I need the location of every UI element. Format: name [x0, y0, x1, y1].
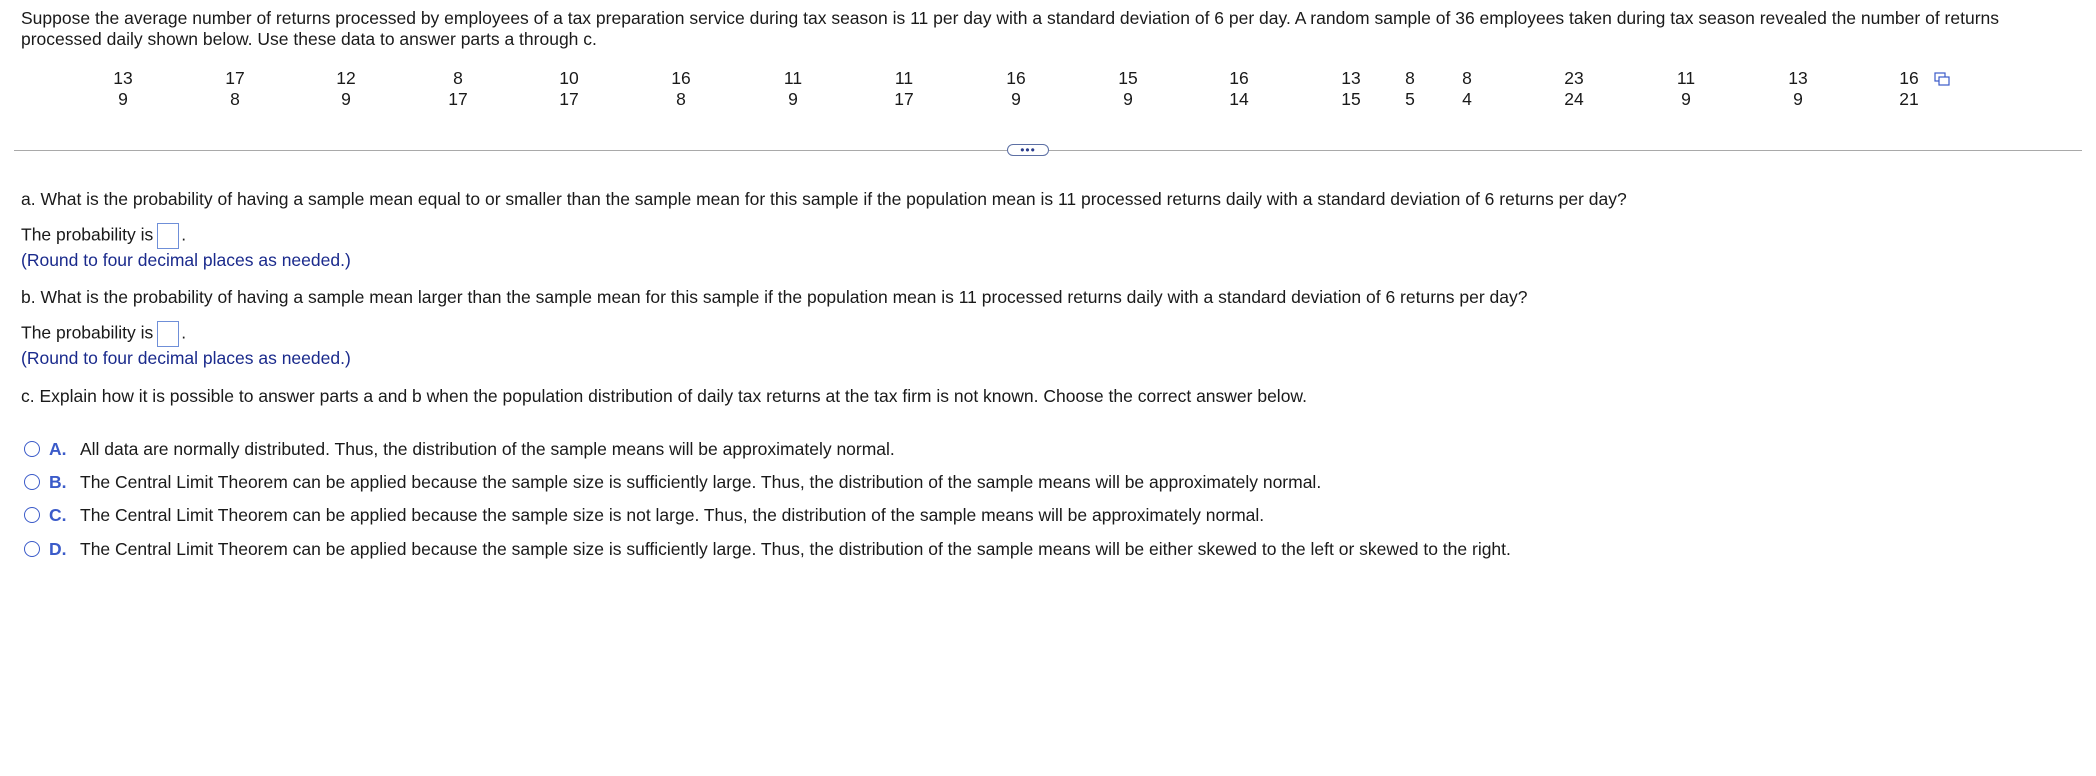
data-column: 12 9: [336, 68, 356, 109]
data-column: 11 17: [894, 68, 914, 109]
choice-c-letter: C.: [49, 505, 67, 525]
part-c-question: c. Explain how it is possible to answer parts a and b when the population distribution of daily tax returns at the tax firm is not known. Choose the correct answer below.: [21, 386, 1307, 406]
data-column: 13 9: [113, 68, 133, 109]
part-b-answer-line: [21, 321, 186, 347]
part-b-question: b. What is the probability of having a sample mean larger than the sample mean for this sample if the population mean is 11 processed returns daily with a standard deviation of 6 returns per day?: [21, 287, 1528, 307]
choice-c-text: The Central Limit Theorem can be applied because the sample size is not large. Thus, the distribution of the sample means will be approximately normal.: [80, 505, 1265, 525]
part-b-answer-prefix: The probability is: [21, 322, 154, 343]
radio-d[interactable]: [24, 541, 40, 557]
radio-a[interactable]: [24, 441, 40, 457]
expand-button[interactable]: •••: [1007, 144, 1049, 156]
choice-b-text: The Central Limit Theorem can be applied because the sample size is sufficiently large. Thus, the distribution of the sample means will be approximately normal.: [80, 472, 1322, 492]
data-column: 8 17: [448, 68, 468, 109]
data-column: 15 9: [1118, 68, 1138, 109]
data-column: 13 15: [1341, 68, 1361, 109]
radio-b[interactable]: [24, 474, 40, 490]
data-column: 23 24: [1564, 68, 1584, 109]
part-a-answer-prefix: The probability is: [21, 224, 154, 245]
part-a-hint: (Round to four decimal places as needed.): [21, 250, 351, 270]
choice-a-letter: A.: [49, 439, 67, 459]
choice-d-text: The Central Limit Theorem can be applied because the sample size is sufficiently large. Thus, the distribution of the sample means will be either skewed to the left or skewed to the right.: [80, 539, 1511, 559]
radio-c[interactable]: [24, 507, 40, 523]
data-column: 11 9: [783, 68, 803, 109]
part-a-answer-input[interactable]: [157, 223, 179, 249]
data-column: 16 8: [671, 68, 691, 109]
part-b-answer-input[interactable]: [157, 321, 179, 347]
data-column: 11 9: [1676, 68, 1696, 109]
part-a-answer-line: [21, 223, 186, 249]
part-a-answer-suffix: .: [181, 224, 187, 245]
data-column: 10 17: [559, 68, 579, 109]
choice-b-letter: B.: [49, 472, 67, 492]
part-b-answer-suffix: .: [181, 322, 187, 343]
data-column: 16 9: [1006, 68, 1026, 109]
part-a-question: a. What is the probability of having a sample mean equal to or smaller than the sample mean for this sample if the population mean is 11 processed returns daily with a standard deviation of 6 returns per day?: [21, 189, 1627, 209]
data-column: 16 14: [1229, 68, 1249, 109]
data-column: 17 8: [225, 68, 245, 109]
data-column: 16 21: [1899, 68, 1919, 109]
data-column: 13 9: [1788, 68, 1808, 109]
data-table: [0, 68, 2096, 114]
choice-a-text: All data are normally distributed. Thus, the distribution of the sample means will be approximately normal.: [80, 439, 895, 459]
part-b-hint: (Round to four decimal places as needed.): [21, 348, 351, 368]
problem-intro: Suppose the average number of returns processed by employees of a tax preparation service during tax season is 11 per day with a standard deviation of 6 per day. A random sample of 36 employees taken during tax season revealed the number of returns processed daily shown below. Use these data to answer parts a through c.: [21, 8, 2000, 49]
data-column: 8 4: [1462, 68, 1472, 109]
choice-d-letter: D.: [49, 539, 67, 559]
copy-icon[interactable]: [1934, 72, 1950, 86]
data-column: 8 5: [1405, 68, 1415, 109]
